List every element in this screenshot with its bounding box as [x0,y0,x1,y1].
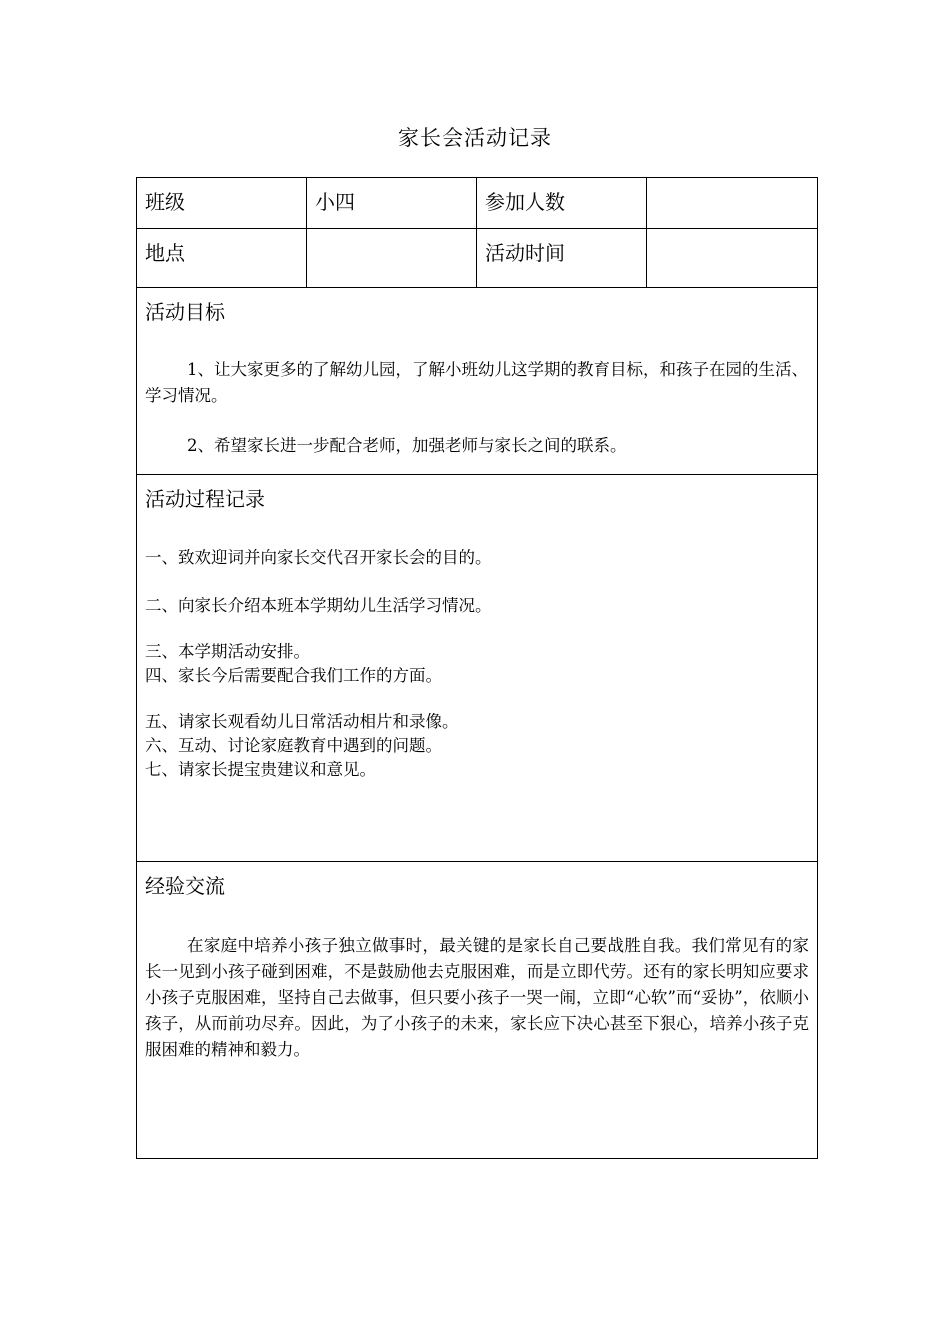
experience-text: 在家庭中培养小孩子独立做事时，最关键的是家长自己要战胜自我。我们常见有的家长一见到小孩子碰到困难，不是鼓励他去克服困难，而是立即代劳。还有的家长明知应要求小孩子克服困难，坚持自己去做事，但只要小孩子一哭一闹，立即“心软”而“妥协”，依顺小孩子，从而前功尽弃。因此，为了小孩子的未来，家长应下决心甚至下狠心，培养小孩子克服困难的精神和毅力。 [145,936,809,1059]
process-section [137,475,818,862]
attendees-label: 参加人数 [485,190,565,214]
goal-item: 2、希望家长进一步配合老师，加强老师与家长之间的联系。 [187,436,627,455]
location-value-cell [307,229,477,288]
process-item: 六、互动、讨论家庭教育中遇到的问题。 [145,736,442,755]
class-value-cell [307,178,477,229]
document-title: 家长会活动记录 [398,126,552,150]
time-label-cell [477,229,647,288]
process-item: 五、请家长观看幼儿日常活动相片和录像。 [145,712,459,731]
class-label-cell [137,178,307,229]
class-label: 班级 [145,190,185,214]
experience-section [137,862,818,1159]
goals-section [137,288,818,475]
process-item: 二、向家长介绍本班本学期幼儿生活学习情况。 [145,596,492,615]
process-item: 四、家长今后需要配合我们工作的方面。 [145,666,442,685]
process-item: 一、致欢迎词并向家长交代召开家长会的目的。 [145,548,492,567]
attendees-value [647,178,817,186]
class-value: 小四 [315,190,355,214]
location-value [307,229,476,237]
location-label: 地点 [145,241,185,265]
experience-heading: 经验交流 [145,874,225,898]
goals-heading: 活动目标 [145,300,225,324]
goal-item: 1、让大家更多的了解幼儿园，了解小班幼儿这学期的教育目标，和孩子在园的生活、学习情况。 [145,360,808,405]
process-item: 七、请家长提宝贵建议和意见。 [145,760,376,779]
time-value-cell [647,229,818,288]
process-heading: 活动过程记录 [145,487,265,511]
time-label: 活动时间 [485,241,565,265]
time-value [647,229,817,237]
meeting-record-table [136,177,818,1159]
attendees-label-cell [477,178,647,229]
location-label-cell [137,229,307,288]
attendees-value-cell [647,178,818,229]
process-item: 三、本学期活动安排。 [145,642,310,661]
